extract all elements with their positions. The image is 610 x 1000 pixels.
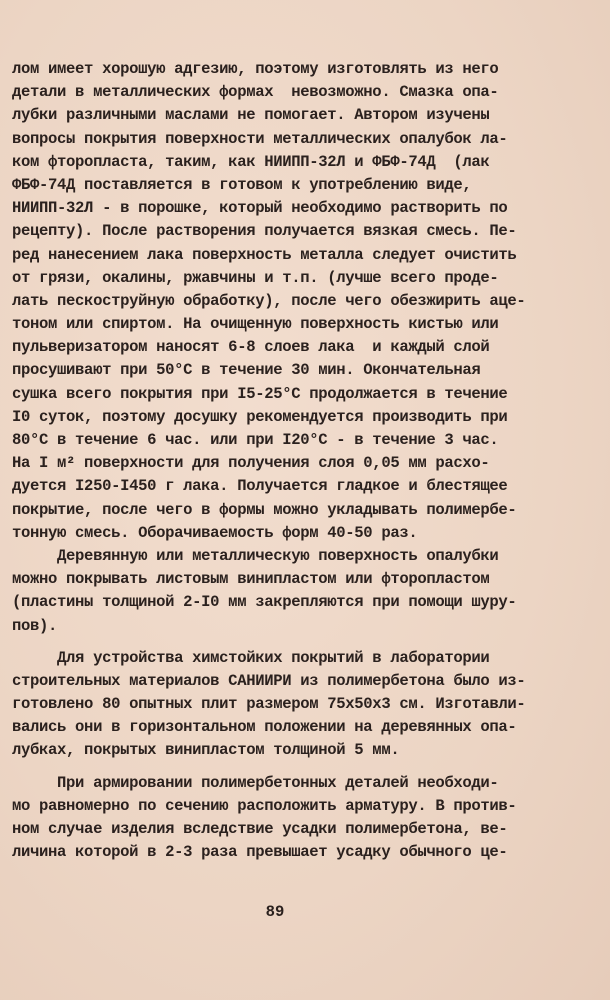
text-line: пов). [12,616,58,635]
text-line: тонную смесь. Оборачиваемость форм 40-50 раз. [12,523,418,542]
page-number: 89 [265,903,285,921]
text-line: детали в металлических формах невозможно. Смазка опа- [12,83,499,102]
text-line: вались они в горизонтальном положении на деревянных опа- [12,718,517,737]
text-line: лом имеет хорошую адгезию, поэтому изготовлять из него [12,60,499,78]
text-line: готовлено 80 опытных плит размером 75х50х3 см. Изготавли- [12,695,526,714]
text-line: ном случае изделия вследствие усадки полимербетона, ве- [12,820,508,838]
text-line: строительных материалов САНИИРИ из полимербетона было из- [12,671,526,690]
text-line: покрытие, после чего в формы можно укладывать полимербе- [12,500,517,519]
text-line: Деревянную или металлическую поверхность опалубки [12,546,499,565]
text-line: (пластины толщиной 2-I0 мм закрепляются при помощи шуру- [12,593,517,612]
text-line: На I м² поверхности для получения слоя 0,05 мм расхо- [12,454,490,473]
text-line: НИИПП-32Л - в порошке, который необходимо растворить по [12,199,508,218]
text-line: мо равномерно по сечению расположить арматуру. В против- [12,796,517,815]
text-line: Для устройства химстойких покрытий в лаборатории [12,648,490,667]
body-text [12,58,602,864]
text-line: лубках, покрытых винипластом толщиной 5 мм. [12,741,400,760]
text-line: I0 суток, поэтому досушку рекомендуется производить при [12,407,508,426]
text-line: дуется I250-I450 г лака. Получается гладкое и блестящее [12,477,508,496]
text-line: от грязи, окалины, ржавчины и т.п. (лучше всего проде- [12,268,499,287]
text-line: лубки различными маслами не помогает. Автором изучены [12,106,490,125]
text-line: тоном или спиртом. На очищенную поверхность кистью или [12,315,499,334]
text-line: ком фторопласта, таким, как НИИПП-32Л и ФБФ-74Д (лак [12,152,490,171]
text-line: пульверизатором наносят 6-8 слоев лака и каждый слой [12,338,490,357]
text-line: просушивают при 50°С в течение 30 мин. Окончательная [12,361,481,380]
text-line: личина которой в 2-3 раза превышает усадку обычного це- [12,843,508,862]
text-line: ред нанесением лака поверхность металла следует очистить [12,245,517,264]
text-line: При армировании полимербетонных деталей необходи- [12,773,499,792]
text-line: ФБФ-74Д поставляется в готовом к употреблению виде, [12,175,472,194]
text-line: рецепту). После растворения получается вязкая смесь. Пе- [12,222,517,241]
text-line: можно покрывать листовым винипластом или фторопластом [12,570,490,589]
text-line: вопросы покрытия поверхности металлических опалубок ла- [12,129,508,148]
text-line: 80°С в течение 6 час. или при I20°С - в течение 3 час. [12,431,499,449]
text-line: сушка всего покрытия при I5-25°С продолжается в течение [12,384,508,403]
text-line: лать пескоструйную обработку), после чего обезжирить аце- [12,291,526,310]
